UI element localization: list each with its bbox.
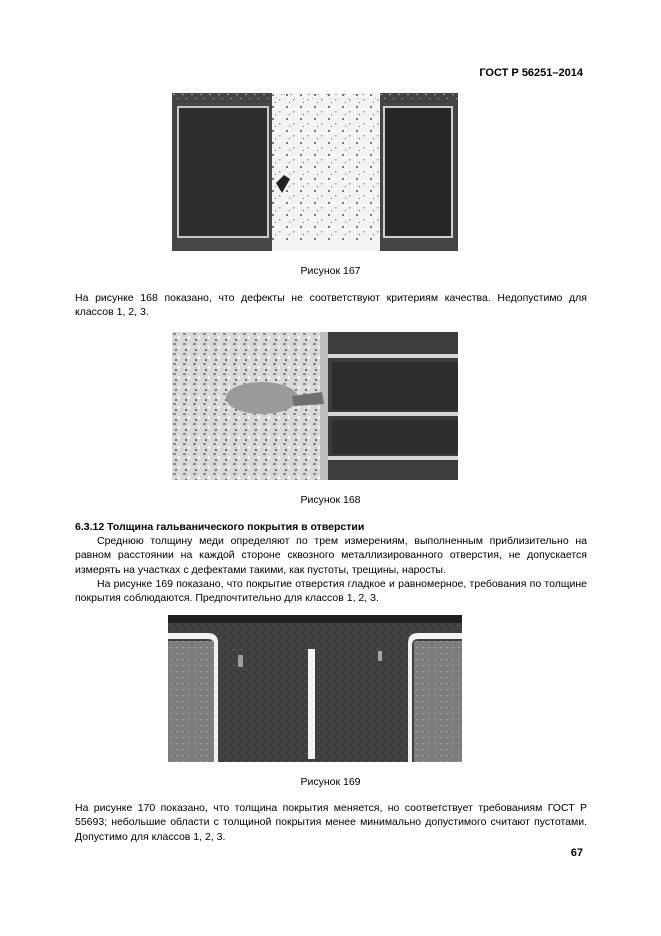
- figure-169-image: [168, 615, 462, 762]
- figure-169-caption: Рисунок 169: [300, 776, 361, 788]
- paragraph-fig169: На рисунке 169 показано, что покрытие отверстия гладкое и равномерное, требования по толщине покрытия соблюдаются. Предпочтительно для классов 1, 2, 3.: [75, 578, 587, 605]
- figure-167-caption: Рисунок 167: [300, 265, 361, 277]
- paragraph-fig170: На рисунке 170 показано, что толщина покрытия меняется, но соответствует требованиям ГОСТ Р 55693; небольшие области с толщиной покрытия менее минимально допустимого считают пустотами. Допустимо для классов 1, 2, 3.: [75, 802, 587, 843]
- paragraph-fig168-text: На рисунке 168 показано, что дефекты не соответствуют критериям качества. Недопустимо для классов 1, 2, 3.: [75, 292, 587, 319]
- figure-167-image: [172, 93, 458, 251]
- paragraph-thickness: Среднюю толщину меди определяют по трем измерениям, выполненным приблизительно на равном расстоянии на каждой стороне сквозного металлизированного отверстия, не допускается измерять на участках с дефектами такими, как пустоты, трещины, наросты.: [75, 535, 587, 576]
- page-number: 67: [570, 847, 583, 859]
- figure-168-image: [172, 332, 458, 480]
- document-id: ГОСТ Р 56251–2014: [479, 67, 583, 79]
- figure-168-caption: Рисунок 168: [300, 494, 361, 506]
- section-heading-6-3-12: 6.3.12 Толщина гальванического покрытия в отверстии: [75, 521, 365, 533]
- paragraph-fig168: [75, 291, 587, 320]
